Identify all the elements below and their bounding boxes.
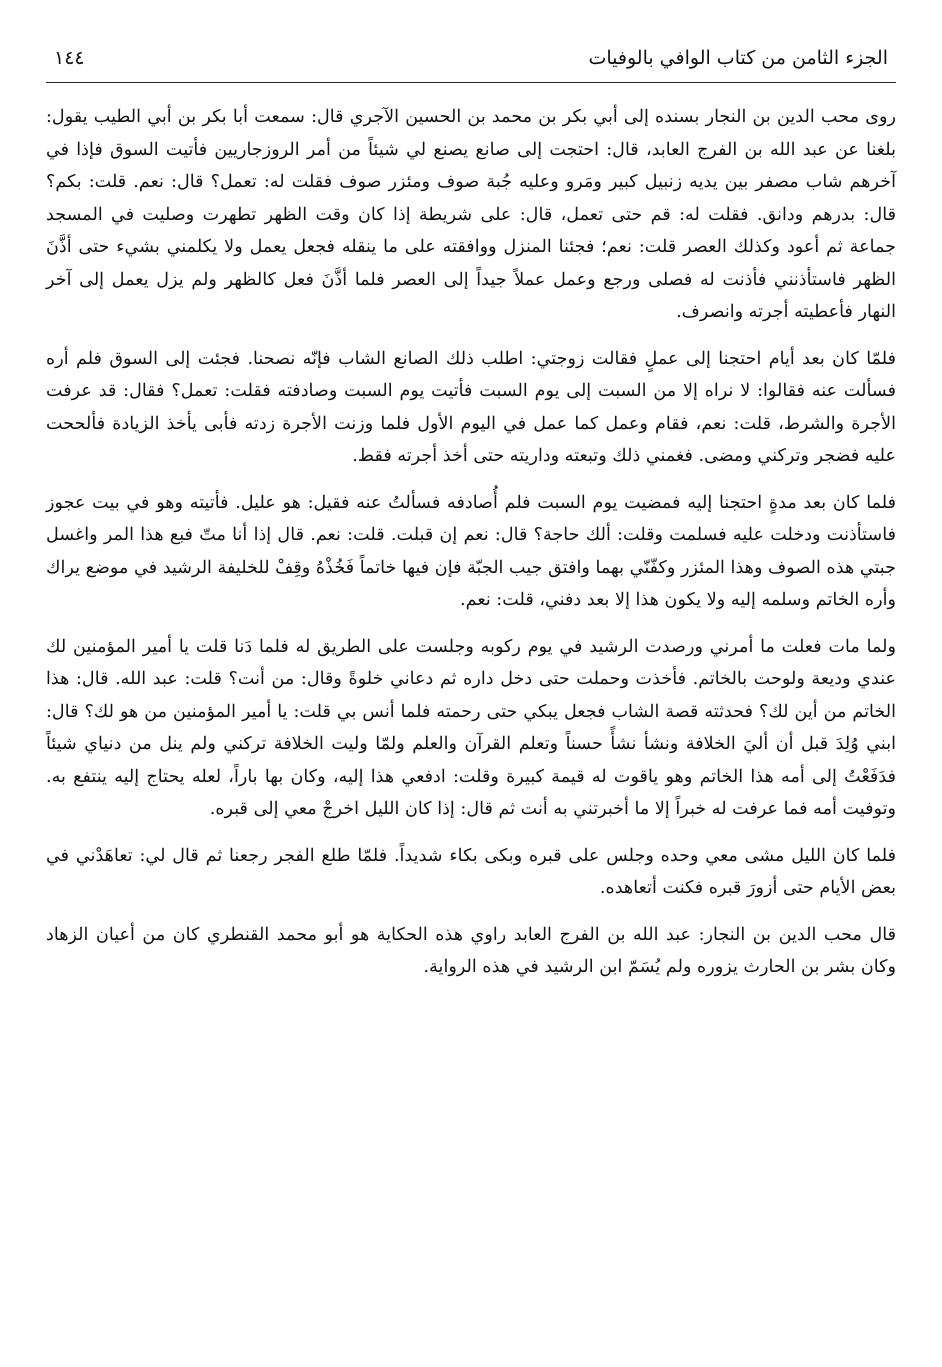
paragraph: قال محب الدين بن النجار: عبد الله بن الفرج العابد راوي هذه الحكاية هو أبو محمد القنطري كان من أعيان الزهاد وكان بشر بن الحارث يزوره ولم يُسَمّ ابن الرشيد في هذه الرواية. <box>46 924 896 977</box>
paragraph: روى محب الدين بن النجار بسنده إلى أبي بكر بن محمد بن الحسين الآجري قال: سمعت أبا بكر بن أبي الطيب يقول: بلغنا عن عبد الله بن الفرج العابد، قال: احتجت إلى صانع يصنع لي شيئاً من أمر الروزجاريين فأتيت السوق فإذا في آخرهم شاب مصفر بين يديه زنبيل كبير ومَرو وعليه جُبة صوف ومئزر صوف فقلت له: تعمل؟ قال: نعم. قلت: بكم؟ قال: بدرهم ودانق. فقلت له: قم حتى تعمل، قال: على شريطة إذا كان وقت الظهر تطهرت وصليت في المسجد جماعة ثم أعود وكذلك العصر قلت: نعم؛ فجئنا المنزل ووافقته على ما ينقله فجعل يعمل ولا يكلمني بشيء حتى أذَّنَ الظهر فاستأذنني فأذنت له فصلى ورجع وعمل عملاً جيداً إلى العصر فلما أذَّنَ فعل كالظهر ولم يزل يعمل إلى آخر النهار فأعطيته أجرته وانصرف. <box>46 107 896 322</box>
paragraph: فلما كان بعد مدةٍ احتجنا إليه فمضيت يوم السبت فلم أُصادفه فسألتُ عنه فقيل: هو عليل. فأتيته وهو في بيت عجوز فاستأذنت ودخلت عليه فسلمت وقلت: ألك حاجة؟ قال: نعم إن قبلت. قلت: نعم. قال إذا أنا متّ فبع هذا المر واغسل جبتي هذه الصوف وهذا المئزر وكفّنّي بهما وافتق جيب الجبّة فإن فيها خاتماً فَخُذْهُ وقِفْ للخليفة الرشيد في موضع يراك وأره الخاتم وسلمه إليه ولا يكون هذا إلا بعد دفني، قلت: نعم. <box>46 492 896 610</box>
paragraph: فلما كان الليل مشى معي وحده وجلس على قبره وبكى بكاء شديداً. فلمّا طلع الفجر رجعنا ثم قال لي: تعاهَدْني في بعض الأيام حتى أزورَ قبره فكنت أتعاهده. <box>46 845 896 898</box>
header-rule <box>46 82 896 83</box>
paragraph: ولما مات فعلت ما أمرني ورصدت الرشيد في يوم ركوبه وجلست على الطريق له فلما دَنا قلت يا أمير المؤمنين لك عندي وديعة ولوحت بالخاتم. فأخذت وحملت حتى دخل داره ثم دعاني خلوةً وقال: من أنت؟ قلت: عبد الله. قال: هذا الخاتم من أين لك؟ فحدثته قصة الشاب فجعل يبكي حتى رحمته فلما أنس بي قلت: يا أمير المؤمنين من هو لك؟ قال: ابني وُلِدَ قبل أن أليَ الخلافة ونشأ نشأً حسناً وتعلم القرآن والعلم ولمّا وليت الخلافة تركني ولم ينل من دنياي شيئاً فدَفَعْتُ إلى أمه هذا الخاتم وهو ياقوت له قيمة كبيرة وقلت: ادفعي هذا إليه، وكان بها باراً، لعله يحتاج إليه ينتفع به. وتوفيت أمه فما عرفت له خبراً إلا ما أخبرتني به أنت ثم قال: إذا كان الليل اخرجْ معي إلى قبره. <box>46 636 896 819</box>
running-header <box>46 38 896 78</box>
paragraph: فلمّا كان بعد أيام احتجنا إلى عملٍ فقالت زوجتي: اطلب ذلك الصانع الشاب فإنّه نصحنا. فجئت إلى السوق فلم أره فسألت عنه فقالوا: لا نراه إلا من السبت إلى يوم السبت فأتيت يوم السبت وصادفته فقلت: تعمل؟ فقال: قد عرفت الأجرة والشرط، قلت: نعم، فقام وعمل كما عمل في اليوم الأول فلما وزنت الأجرة زدته فأبى يأخذ الزيادة فألححت عليه فضجر وتركني ومضى. فغمني ذلك وتبعته وداريته حتى أخذ أجرته فقط. <box>46 348 896 466</box>
book-page <box>46 38 896 1338</box>
running-title: الجزء الثامن من كتاب الوافي بالوفيات <box>588 47 888 69</box>
page-number: ١٤٤ <box>54 47 85 69</box>
body-text <box>46 101 896 984</box>
